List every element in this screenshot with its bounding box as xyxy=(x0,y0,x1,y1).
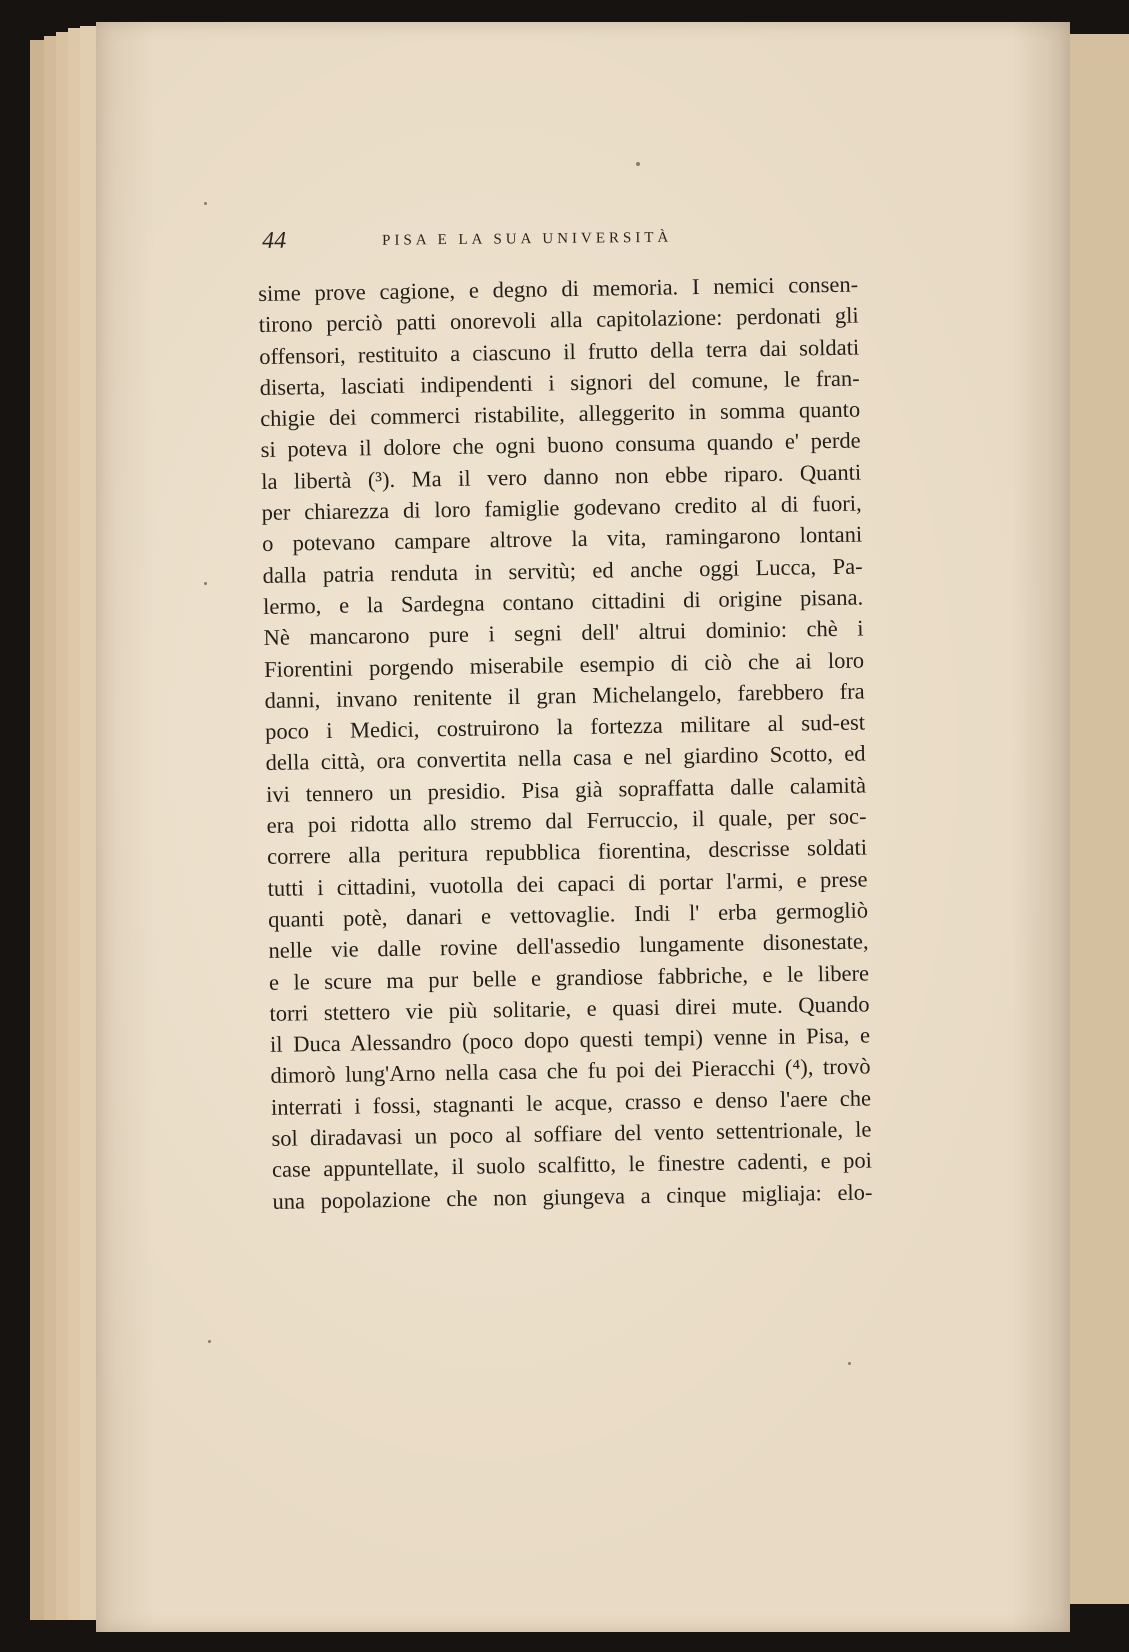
next-page-edge xyxy=(1068,34,1129,1604)
text-line: per chiarezza di loro famiglie godevano credito al di fuori, xyxy=(261,490,862,526)
text-line: nelle vie dalle rovine dell'assedio lungamente disonestate, xyxy=(268,928,869,964)
text-line: la libertà (³). Ma il vero danno non ebbe riparo. Quanti xyxy=(260,459,862,494)
text-line: dimorò lung'Arno nella casa che fu poi dei Pieracchi (⁴), trovò xyxy=(270,1053,871,1089)
text-line: Nè mancarono pure i segni dell' altrui dominio: chè i xyxy=(263,615,864,651)
text-line: Fiorentini porgendo miserabile esempio di ciò che ai loro xyxy=(263,647,865,682)
paper-speck xyxy=(204,582,207,585)
text-line: si poteva il dolore che ogni buono consuma quando e' perde xyxy=(260,428,861,463)
paper-speck xyxy=(204,202,207,205)
text-line: lermo, e la Sardegna contano cittadini di origine pisana. xyxy=(262,584,864,619)
text-line: interrati i fossi, stagnanti le acque, crasso e denso l'aere che xyxy=(270,1085,872,1120)
text-line: sol diradavasi un poco al soffiare del vento settentrionale, le xyxy=(271,1116,872,1151)
paper-speck xyxy=(636,162,640,166)
text-line: sime prove cagione, e degno di memoria. I nemici consen- xyxy=(258,271,859,306)
text-line: case appuntellate, il suolo scalfitto, le finestre cadenti, e poi xyxy=(271,1147,873,1183)
text-line: ivi tennero un presidio. Pisa già sopraffatta dalle calamità xyxy=(265,772,867,807)
page-number: 44 xyxy=(262,227,287,254)
text-line: tirono perciò patti onorevoli alla capitolazione: perdonati gli xyxy=(258,302,859,338)
page-header xyxy=(262,222,822,262)
paper-speck xyxy=(208,1340,211,1343)
text-line: correre alla peritura repubblica fiorentina, descrisse soldati xyxy=(266,834,868,870)
text-line: tutti i cittadini, vuotolla dei capaci di portar l'armi, e prese xyxy=(267,866,868,901)
text-line: quanti potè, danari e vettovaglie. Indi l' erba germogliò xyxy=(267,897,869,932)
text-line: offensori, restituito a ciascuno il frutto della terra dai soldati xyxy=(259,334,860,369)
paper-speck xyxy=(848,1362,851,1365)
text-line: e le scure ma pur belle e grandiose fabbriche, e le libere xyxy=(268,960,870,995)
text-line: danni, invano renitente il gran Michelangelo, farebbero fra xyxy=(264,678,865,713)
text-line: una popolazione che non giungeva a cinque migliaja: elo- xyxy=(272,1179,873,1214)
text-line: poco i Medici, costruirono la fortezza militare al sud-est xyxy=(264,709,866,745)
text-line: o potevano campare altrove la vita, ramingarono lontani xyxy=(261,521,863,557)
body-text xyxy=(258,269,873,1217)
text-line: era poi ridotta allo stremo dal Ferruccio, il quale, per soc- xyxy=(266,803,867,838)
text-line: dalla patria renduta in servitù; ed anche oggi Lucca, Pa- xyxy=(262,553,863,588)
text-line: della città, ora convertita nella casa e nel giardino Scotto, ed xyxy=(265,740,866,776)
running-head: PISA E LA SUA UNIVERSITÀ xyxy=(382,229,673,249)
text-line: torri stettero vie più solitarie, e quasi direi mute. Quando xyxy=(269,991,870,1026)
text-line: diserta, lasciati indipendenti i signori del comune, le fran- xyxy=(259,365,860,400)
text-line: il Duca Alessandro (poco dopo questi tempi) venne in Pisa, e xyxy=(269,1022,871,1058)
text-line: chigie dei commerci ristabilite, alleggerito in somma quanto xyxy=(260,396,861,432)
